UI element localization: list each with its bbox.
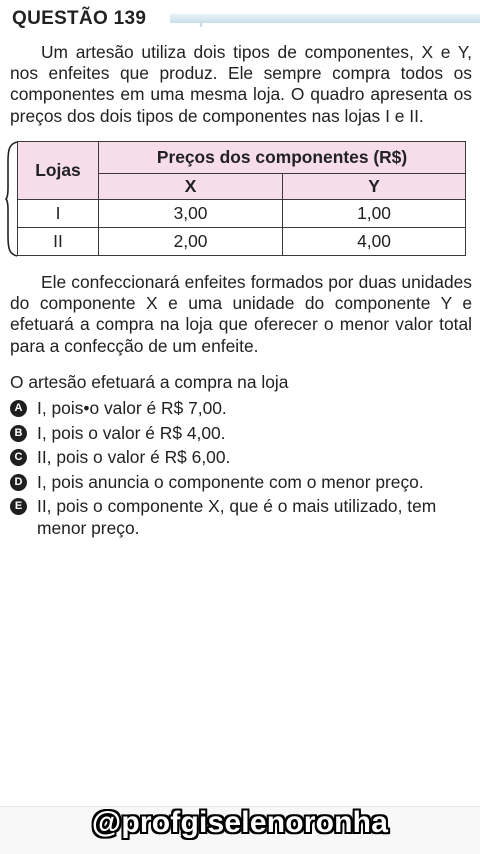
option-text: I, pois•o valor é R$ 7,00.	[37, 398, 227, 418]
header-x: X	[99, 174, 283, 200]
prices-table	[17, 141, 466, 256]
option-c[interactable]	[10, 447, 476, 469]
cell-loja: II	[18, 228, 99, 256]
cell-loja: I	[18, 200, 99, 228]
option-text: II, pois o valor é R$ 6,00.	[37, 447, 231, 467]
header-precos: Preços dos componentes (R$)	[99, 142, 466, 174]
header-bar-notch	[200, 22, 202, 27]
context-paragraph: Ele confeccionará enfeites formados por duas unidades do componente X e uma unidade do componente Y e efetuará a compra na loja que oferecer o menor valor total para a confecção de um enfeite.	[10, 272, 472, 356]
answer-options	[10, 398, 476, 542]
option-text: I, pois o valor é R$ 4,00.	[37, 422, 226, 443]
cell-price-y: 1,00	[283, 200, 466, 228]
cell-price-x: 3,00	[99, 200, 283, 228]
intro-paragraph: Um artesão utiliza dois tipos de componentes, X e Y, nos enfeites que produz. Ele sempre compra todos os componentes em uma mesma loja. O quadro apresenta os preços dos dois tipos de componentes nas lojas I e II.	[10, 42, 472, 126]
table-header-row	[18, 142, 466, 174]
option-text: II, pois o componente X, que é o mais utilizado, tem menor preço.	[37, 496, 437, 538]
option-text: I, pois anuncia o componente com o menor preço.	[37, 471, 424, 492]
cell-price-y: 4,00	[283, 228, 466, 256]
option-a[interactable]	[10, 398, 476, 420]
table-row	[18, 200, 466, 228]
option-d[interactable]	[10, 472, 476, 494]
question-header	[12, 4, 478, 30]
question-stem: O artesão efetuará a compra na loja	[10, 372, 289, 392]
header-decorative-bar	[170, 14, 480, 23]
option-letter-badge: D	[10, 474, 27, 491]
cell-price-x: 2,00	[99, 228, 283, 256]
option-e[interactable]	[10, 496, 476, 539]
option-letter-badge: C	[10, 449, 27, 466]
option-b[interactable]	[10, 423, 476, 445]
header-lojas: Lojas	[18, 142, 99, 200]
table-row	[18, 228, 466, 256]
option-letter-badge: B	[10, 425, 27, 442]
question-title: QUESTÃO 139	[12, 8, 147, 29]
option-letter-badge: E	[10, 498, 27, 515]
watermark-handle: @profgiselenoronha	[91, 806, 389, 839]
header-y: Y	[283, 174, 466, 200]
option-letter-badge: A	[10, 400, 27, 417]
